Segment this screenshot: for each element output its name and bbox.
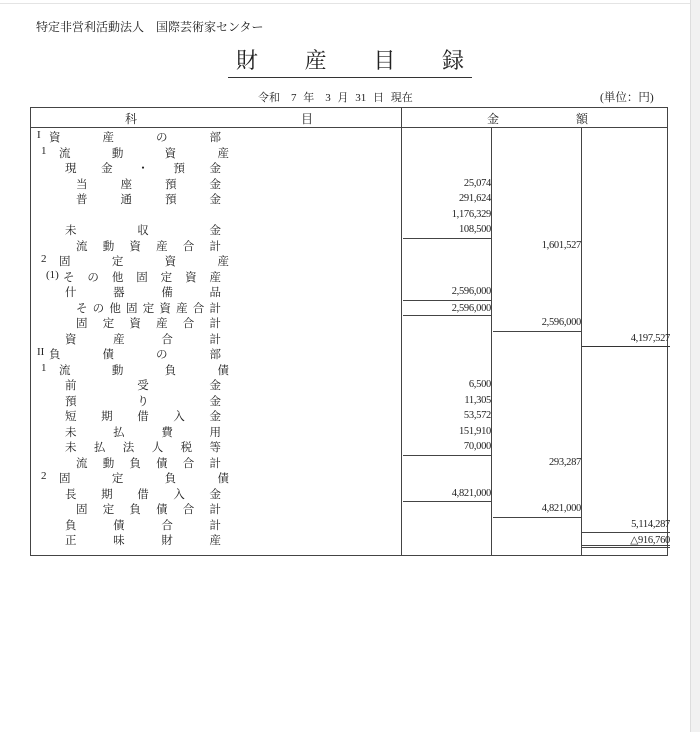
amount-a: [403, 362, 491, 378]
amount-a: 108,500: [458, 224, 491, 235]
row-label: 前受金: [65, 380, 221, 392]
table-row: [31, 145, 667, 161]
amount-a: 2,596,000: [451, 286, 491, 297]
amount-a: 25,074: [463, 177, 491, 189]
amount-c: [582, 160, 670, 176]
amount-b: [493, 269, 581, 285]
amount-c: 5,114,287: [631, 518, 670, 530]
amount-c: [582, 300, 670, 316]
row-label: 負債の部: [49, 349, 221, 361]
row-label: 流動資産: [59, 147, 229, 160]
amount-b: [493, 207, 581, 223]
row-prefix: 2: [41, 253, 47, 265]
amount-c: [582, 362, 670, 378]
table-row: [31, 424, 667, 440]
amount-b: [493, 284, 581, 300]
row-label: 短期借入金: [65, 411, 221, 423]
row-prefix: II: [37, 346, 45, 358]
table-row: [31, 470, 667, 486]
property-inventory-table: [30, 107, 668, 556]
amount-c: [582, 222, 670, 238]
table-row: [31, 408, 667, 424]
title-char: 財: [236, 48, 259, 73]
row-label: 固定負債合計: [76, 504, 221, 516]
row-label: その他固定資産合計: [76, 302, 221, 315]
header-subject-1: 科: [125, 112, 138, 126]
table-row: [31, 176, 667, 192]
amount-c: [582, 269, 670, 285]
as-of-date: 令和 7 年 3 月 31 日 現在: [258, 92, 413, 104]
row-label: 当座預金: [76, 178, 221, 191]
document-title: [228, 44, 472, 78]
amount-a: [403, 129, 491, 145]
table-row: [31, 253, 667, 269]
amount-a: [403, 315, 491, 331]
table-row: [31, 501, 667, 517]
amount-a: [403, 331, 491, 347]
amount-c: [582, 393, 670, 409]
amount-a: 291,624: [458, 193, 491, 204]
amount-b: [493, 346, 581, 362]
amount-b: [493, 331, 581, 347]
table-row: [31, 439, 667, 455]
row-label: 預り金: [65, 395, 221, 408]
table-row: [31, 486, 667, 502]
amount-c: [582, 238, 670, 254]
table-row: [31, 346, 667, 362]
amount-a: 151,910: [458, 425, 491, 437]
row-label: 什器備品: [65, 287, 221, 299]
amount-b: [493, 222, 581, 238]
unit-label: (単位：円): [600, 92, 654, 104]
amount-c: △916,760: [582, 532, 670, 548]
row-prefix: 2: [41, 470, 47, 482]
table-row: [31, 207, 667, 223]
amount-c: [582, 377, 670, 393]
row-prefix: (1): [46, 268, 59, 281]
table-row: [31, 331, 670, 347]
title-char: 目: [373, 48, 396, 73]
amount-a: [403, 269, 491, 285]
amount-b: [493, 145, 581, 161]
amount-a: [403, 517, 491, 533]
table-row: [31, 455, 667, 471]
amount-b: [493, 377, 581, 393]
amount-a: [403, 145, 491, 161]
amount-b: [493, 424, 581, 440]
table-row: [31, 129, 667, 145]
amount-b: [493, 532, 581, 548]
amount-b: [493, 517, 581, 533]
amount-b: [493, 393, 581, 409]
row-label: 普通預金: [76, 194, 221, 206]
amount-c: [582, 455, 670, 471]
amount-c: [582, 501, 670, 517]
amount-b: [493, 253, 581, 269]
organization-name: 特定非営利活動法人 国際芸術家センター: [36, 20, 264, 34]
amount-c: [582, 315, 670, 331]
table-header: [31, 108, 667, 128]
amount-c: [582, 176, 670, 192]
amount-c: [582, 486, 670, 502]
amount-b: [493, 176, 581, 192]
amount-c: [582, 408, 670, 424]
amount-a: [403, 501, 491, 517]
row-label: 正味財産: [65, 535, 221, 547]
amount-b: [493, 160, 581, 176]
amount-c: [582, 470, 670, 486]
row-label: 流動負債合計: [76, 457, 221, 470]
amount-c: [582, 253, 670, 269]
amount-b: 2,596,000: [541, 317, 581, 328]
amount-b: [493, 486, 581, 502]
header-amount-1: 金: [487, 112, 500, 126]
amount-c: [582, 145, 670, 161]
table-body: [31, 129, 670, 548]
amount-a: [403, 253, 491, 269]
amount-b: 4,821,000: [541, 503, 581, 514]
table-row: [31, 517, 670, 533]
amount-c: [582, 284, 670, 300]
table-row: [31, 284, 667, 300]
amount-b: [493, 191, 581, 207]
amount-a: [403, 455, 491, 471]
amount-b: 1,601,527: [541, 239, 581, 251]
amount-c: [582, 346, 670, 362]
page-edge: [0, 3, 690, 4]
table-row: [31, 222, 667, 238]
table-row: [31, 300, 667, 316]
amount-c: [582, 439, 670, 455]
amount-c: [582, 191, 670, 207]
header-amount-2: 額: [576, 112, 589, 126]
amount-a: [403, 238, 491, 254]
amount-b: 293,287: [548, 456, 581, 468]
amount-c: [582, 207, 670, 223]
row-label: 未払法人税等: [65, 442, 221, 454]
amount-c: 4,197,527: [630, 332, 670, 344]
amount-a: 6,500: [468, 379, 491, 390]
table-row: [31, 315, 667, 331]
row-label: 資産の部: [49, 132, 221, 144]
row-label: 固定資産: [59, 256, 229, 268]
row-prefix: 1: [41, 144, 47, 157]
table-row: [31, 160, 667, 176]
amount-b: [493, 439, 581, 455]
amount-b: [493, 470, 581, 486]
amount-a: [403, 470, 491, 486]
table-row: [31, 532, 670, 548]
amount-b: [493, 362, 581, 378]
table-row: [31, 269, 667, 285]
table-row: [31, 238, 667, 254]
row-label: 未払費用: [65, 426, 221, 439]
amount-a: 53,572: [463, 410, 491, 421]
title-char: 録: [441, 48, 464, 73]
header-subject-2: 目: [301, 112, 314, 126]
scrollbar[interactable]: [690, 0, 700, 732]
row-label: 流動負債: [59, 364, 229, 377]
amount-a: 11,305: [464, 394, 491, 406]
row-label: 未収金: [65, 225, 221, 237]
row-label: 長期借入金: [65, 488, 221, 501]
amount-c: [582, 424, 670, 440]
amount-c: [582, 129, 670, 145]
title-char: 産: [304, 48, 327, 73]
row-prefix: 1: [41, 361, 47, 374]
amount-a: 4,821,000: [451, 487, 491, 499]
table-row: [31, 191, 667, 207]
row-label: 資産合計: [65, 333, 221, 346]
amount-a: [403, 346, 491, 362]
table-row: [31, 393, 667, 409]
row-label: 固定資産合計: [76, 318, 221, 330]
row-label: 流動資産合計: [76, 240, 221, 253]
row-prefix: I: [37, 129, 41, 141]
amount-b: [493, 300, 581, 316]
table-row: [31, 362, 667, 378]
amount-a: 70,000: [463, 441, 491, 452]
table-row: [31, 377, 667, 393]
row-label: 負債合計: [65, 519, 221, 532]
amount-a: 1,176,329: [451, 208, 491, 220]
amount-a: 2,596,000: [403, 300, 491, 316]
row-label: 現金・預金: [65, 163, 221, 175]
row-label: その他固定資産: [63, 271, 221, 284]
amount-b: [493, 129, 581, 145]
amount-a: [403, 532, 491, 548]
amount-b: [493, 408, 581, 424]
row-label: 固定負債: [59, 473, 229, 485]
amount-a: [403, 160, 491, 176]
